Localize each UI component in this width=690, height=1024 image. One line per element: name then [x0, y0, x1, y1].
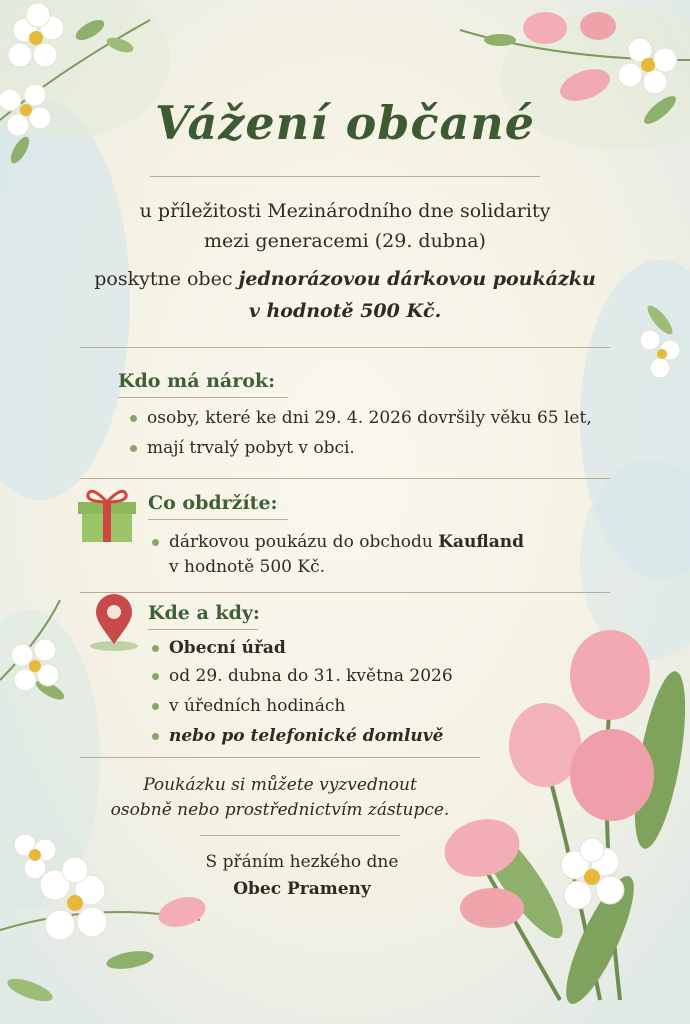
- list-item: [152, 636, 286, 661]
- signature-name: Obec Prameny: [233, 879, 371, 899]
- intro-line-3: [0, 264, 690, 294]
- list-item: [152, 664, 453, 689]
- intro-line-1: u příležitosti Mezinárodního dne solidarity: [139, 200, 551, 222]
- divider: [150, 176, 540, 177]
- bullet-icon: [152, 539, 159, 546]
- list-item-text: [169, 530, 524, 555]
- intro-voucher-highlight: jednorázovou dárkovou poukázku: [238, 268, 596, 290]
- page-title: Vážení občané: [155, 96, 535, 150]
- divider: [80, 478, 610, 479]
- heading-underline: [148, 629, 258, 630]
- divider: [80, 347, 610, 348]
- bullet-icon: [130, 445, 137, 452]
- closing-line-1: Poukázku si můžete vyzvednout: [143, 775, 417, 795]
- bullet-icon: [152, 733, 159, 740]
- list-item-continuation: v hodnotě 500 Kč.: [169, 557, 326, 577]
- list-item-text: osoby, které ke dni 29. 4. 2026 dovršily věku 65 let,: [147, 408, 592, 428]
- eligibility-heading: Kdo má nárok:: [118, 370, 276, 392]
- store-name: Kaufland: [438, 532, 525, 552]
- bullet-icon: [152, 645, 159, 652]
- list-item-text: v úředních hodinách: [169, 696, 346, 716]
- list-item-text: mají trvalý pobyt v obci.: [147, 438, 355, 458]
- bullet-icon: [130, 415, 137, 422]
- list-item: [130, 436, 355, 461]
- divider: [80, 757, 480, 758]
- receive-heading: Co obdržíte:: [148, 492, 278, 514]
- list-item-text: Obecní úřad: [169, 638, 286, 658]
- list-item-text: od 29. dubna do 31. května 2026: [169, 666, 453, 686]
- list-item: [130, 406, 592, 431]
- heading-underline: [118, 397, 288, 398]
- location-pin-icon: [88, 590, 140, 654]
- receive-text: dárkovou poukázu do obchodu: [169, 532, 439, 552]
- intro-line-3-text: poskytne obec: [94, 268, 239, 290]
- gift-icon: [74, 484, 140, 544]
- list-item: [152, 724, 443, 749]
- divider: [200, 835, 400, 836]
- where-heading: Kde a kdy:: [148, 602, 260, 624]
- list-item-text: nebo po telefonické domluvě: [169, 726, 444, 746]
- list-item: [152, 694, 345, 719]
- bullet-icon: [152, 673, 159, 680]
- heading-underline: [148, 519, 288, 520]
- closing-line-2: osobně nebo prostřednictvím zástupce.: [110, 800, 450, 820]
- divider: [80, 592, 610, 593]
- bullet-icon: [152, 703, 159, 710]
- intro-line-2: mezi generacemi (29. dubna): [204, 230, 486, 252]
- signature-greeting: S přáním hezkého dne: [205, 852, 399, 872]
- intro-value: v hodnotě 500 Kč.: [248, 300, 442, 322]
- list-item: [152, 530, 524, 555]
